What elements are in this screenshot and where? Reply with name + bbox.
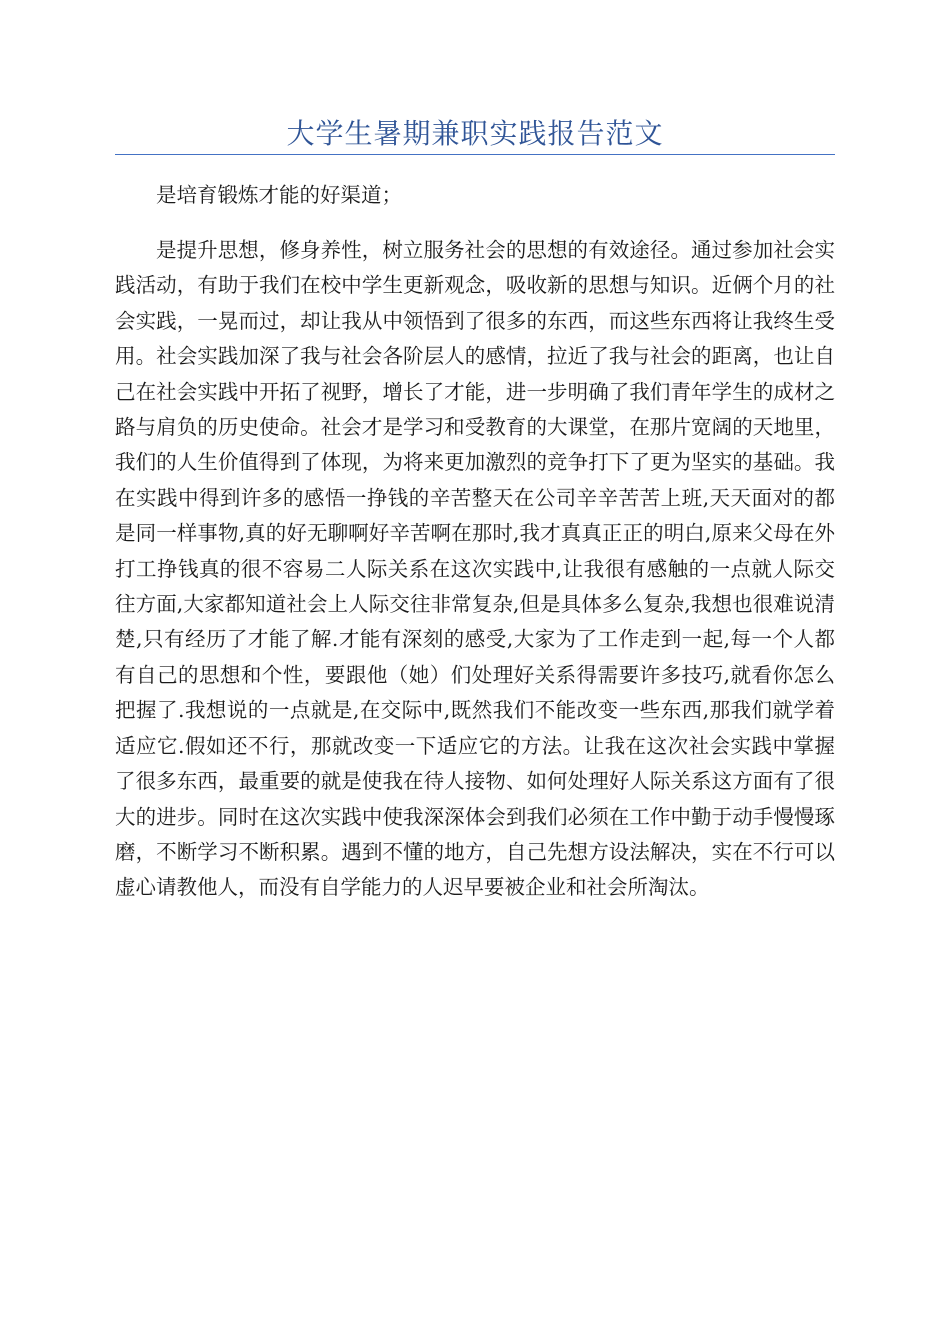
paragraph-1: 是培育锻炼才能的好渠道； <box>156 183 402 207</box>
title-divider <box>115 154 835 155</box>
document-title: 大学生暑期兼职实践报告范文 <box>286 117 664 150</box>
paragraph-2: 是提升思想，修身养性，树立服务社会的思想的有效途径。通过参加社会实践活动，有助于我们在校中学生更新观念，吸收新的思想与知识。近俩个月的社会实践，一晃而过，却让我从中领悟到了很多的东西，而这些东西将让我终生受用。社会实践加深了我与社会各阶层人的感情，拉近了我与社会的距离，也让自己在社会实践中开拓了视野，增长了才能，进一步明确了我们青年学生的成材之路与肩负的历史使命。社会才是学习和受教育的大课堂，在那片宽阔的天地里，我们的人生价值得到了体现，为将来更加激烈的竞争打下了更为坚实的基础。我在实践中得到许多的感悟一挣钱的辛苦整天在公司辛辛苦苦上班,天天面对的都是同一样事物,真的好无聊啊好辛苦啊在那时,我才真真正正的明白,原来父母在外打工挣钱真的很不容易二人际关系在这次实践中,让我很有感触的一点就人际交往方面,大家都知道社会上人际交往非常复杂,但是具体多么复杂,我想也很难说清楚,只有经历了才能了解.才能有深刻的感受,大家为了工作走到一起,每一个人都有自己的思想和个性，要跟他（她）们处理好关系得需要许多技巧,就看你怎么把握了.我想说的一点就是,在交际中,既然我们不能改变一些东西,那我们就学着适应它.假如还不行，那就改变一下适应它的方法。让我在这次社会实践中掌握了很多东西，最重要的就是使我在待人接物、如何处理好人际关系这方面有了很大的进步。同时在这次实践中使我深深体会到我们必须在工作中勤于动手慢慢琢磨，不断学习不断积累。遇到不懂的地方，自己先想方设法解决，实在不行可以虚心请教他人，而没有自学能力的人迟早要被企业和社会所淘汰。 <box>115 238 835 900</box>
